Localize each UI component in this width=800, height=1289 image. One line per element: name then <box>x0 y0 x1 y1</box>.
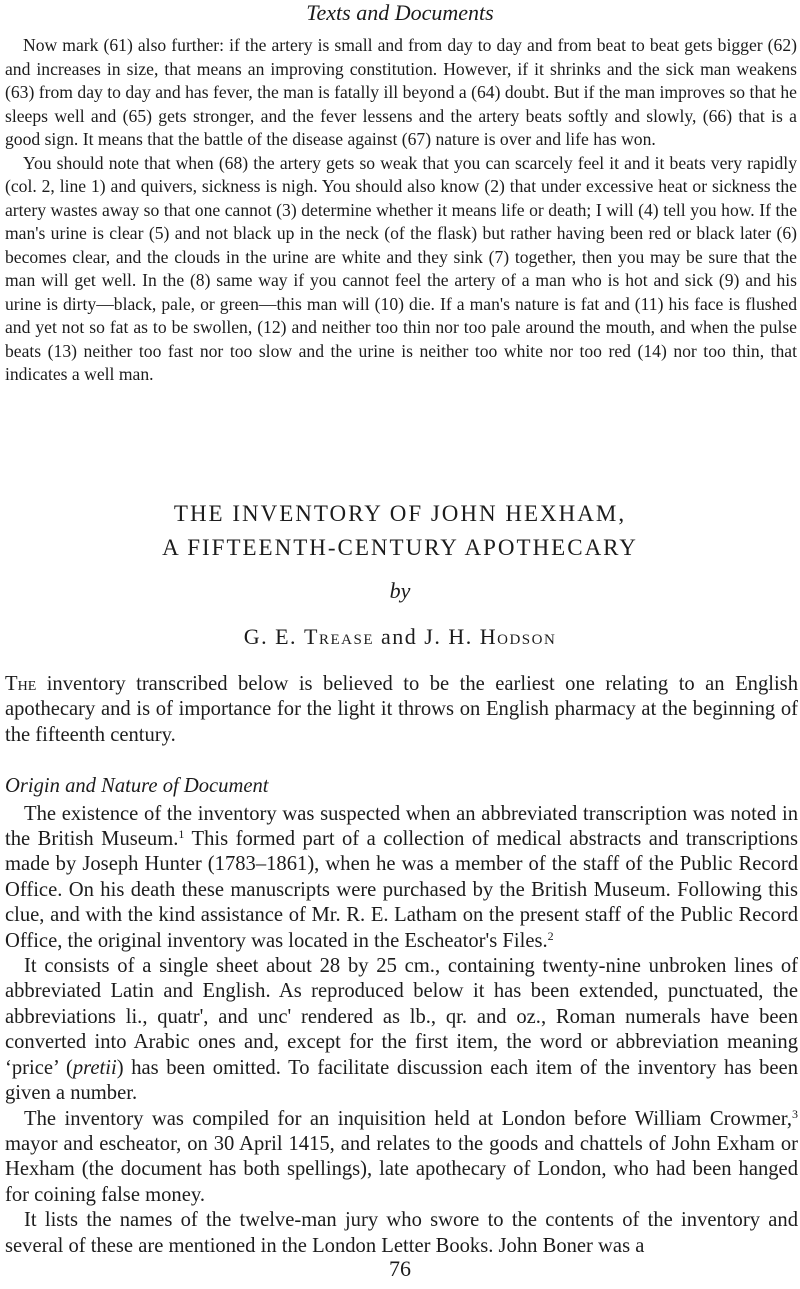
section-heading: Origin and Nature of Document <box>5 775 269 798</box>
running-head: Texts and Documents <box>306 0 494 25</box>
text: This formed part of a collection of medical abstracts and transcriptions made by Joseph Hunter (1783–1861), when he was a member of the staff of the Public Record Office. On his death these manuscripts were purchased by the British Museum. Following this clue, and with the kind assistance of Mr. R. E. Latham on the present staff of the Public Record Office, the original inventory was located in the Escheator's Files. <box>5 828 798 952</box>
footnote-marker: 3 <box>792 1106 798 1121</box>
text: mayor and escheator, on 30 April 1415, and relates to the goods and chattels of John Exham or Hexham (the document has both spellings), late apothecary of London, who had been hanged for coining false money. <box>5 1132 798 1206</box>
text: ) has been omitted. To facilitate discussion each item of the inventory has been given a number. <box>5 1056 798 1105</box>
intro-text: inventory transcribed below is believed to be the earliest one relating to an English apothecary and is of importance for the light it throws on English pharmacy at the beginning of the fifteenth century. <box>5 673 798 746</box>
text: The inventory was compiled for an inquisition held at London before William Crowmer, <box>24 1107 792 1130</box>
author-surname: Trease <box>304 624 374 649</box>
previous-article-text <box>5 34 797 387</box>
article-title <box>0 497 800 565</box>
paragraph: You should note that when (68) the artery gets so weak that you can scarcely feel it and it beats very rapidly (col. 2, line 1) and quivers, sickness is nigh. You should also know (2) that under excessive heat or sickness the artery wastes away so that one cannot (3) determine whether it means life or death; I will (4) tell you how. If the man's urine is clear (5) and not black up in the neck (of the flask) but rather having been red or black later (6) becomes clear, and the clouds in the urine are white and they sink (7) together, then you may be sure that the man will get well. In the (8) same way if you cannot feel the artery of a man who is hot and sick (9) and his urine is dirty—black, pale, or green—this man will (10) die. If a man's nature is fat and (11) his face is flushed and yet not so fat as to be swollen, (12) and neither too thin nor too pale around the mouth, and when the pulse beats (13) neither too fast nor too slow and the urine is neither too white nor too red (14) nor too thin, that indicates a well man. <box>5 152 797 384</box>
paragraph <box>5 802 798 954</box>
text: The existence of the inventory was suspected when an abbreviated transcription was noted in the British Museum. <box>5 802 798 851</box>
paragraph: It lists the names of the twelve-man jury who swore to the contents of the inventory and several of these are mentioned in the London Letter Books. John Boner was a <box>5 1209 798 1257</box>
author-line <box>0 624 800 650</box>
article-body <box>5 672 798 1259</box>
footnote-marker: 1 <box>178 827 185 842</box>
page-number: 76 <box>389 1256 411 1281</box>
text: It consists of a single sheet about 28 by 25 cm., containing twenty-nine unbroken lines of abbreviated Latin and English. As reproduced below it has been extended, punctuated, the abbreviations li., quatr', and unc' rendered as lb., qr. and oz., Roman numerals have been converted into Arabic ones and, except for the first item, the word or abbreviation meaning ‘price’ ( <box>5 955 798 1079</box>
paragraph <box>5 954 798 1106</box>
article-title-line: A FIFTEENTH-CENTURY APOTHECARY <box>162 535 638 560</box>
author-initials: G. E. <box>243 624 305 649</box>
intro-paragraph <box>5 672 798 748</box>
italic-term: pretii <box>72 1056 117 1079</box>
paragraph <box>5 1107 798 1209</box>
intro-first-word: The <box>5 673 37 695</box>
author-surname: Hodson <box>479 624 557 649</box>
author-initials: J. H. <box>424 624 480 649</box>
paragraph: Now mark (61) also further: if the artery is small and from day to day and from beat to beat gets bigger (62) and increases in size, that means an improving constitution. However, if it shrinks and the sick man weakens (63) from day to day and has fever, the man is fatally ill beyond a (64) doubt. But if the man improves so that he sleeps well and (65) gets stronger, and the fever lessens and the artery beats softly and slowly, (66) that is a good sign. It means that the battle of the disease against (67) nature is over and life has won. <box>5 35 797 149</box>
byline-by: by <box>389 578 411 603</box>
article-title-line: THE INVENTORY OF JOHN HEXHAM, <box>173 501 627 526</box>
author-conjunction: and <box>374 624 425 649</box>
footnote-marker: 2 <box>547 928 554 943</box>
